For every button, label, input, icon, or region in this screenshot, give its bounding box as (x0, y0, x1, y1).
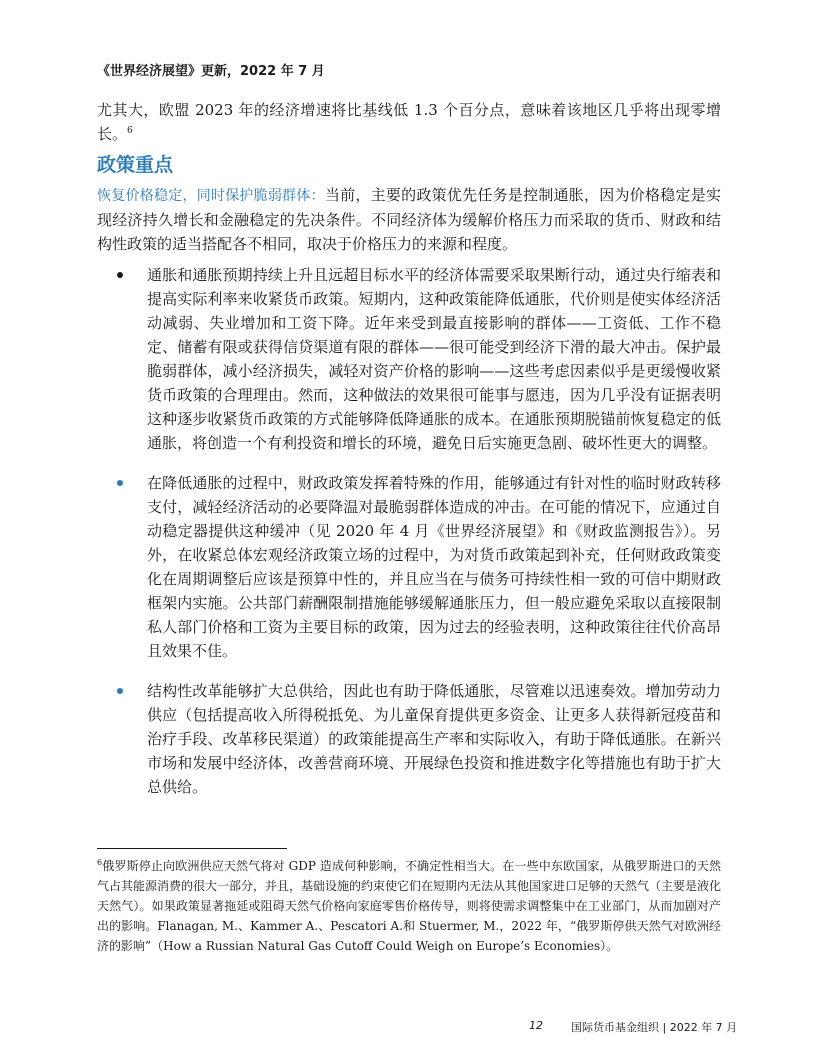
footnote-divider (97, 848, 287, 849)
lead-label: 恢复价格稳定，同时保护脆弱群体： (97, 188, 325, 204)
lead-text: 当前，主要的政策优先任务是控制通胀，因为价格稳定是实现经济持久增长和金融稳定的先决条件。不同经济体为缓解价格压力而采取的货币、财政和结构性政策的适当搭配各不相同，取决于价格压力的来源和程度。 (97, 186, 721, 253)
bullet-item-structural (97, 679, 721, 799)
footnote-reference[interactable]: 6 (127, 126, 133, 136)
footer-org-date: 国际货币基金组织 | 2022 年 7 月 (571, 1021, 738, 1034)
section-title: 政策重点 (97, 154, 174, 176)
bullet-item-fiscal (97, 471, 721, 663)
policy-bullet-list (97, 263, 721, 815)
intro-paragraph (97, 98, 721, 146)
bullet-dot-icon (117, 480, 123, 486)
lead-paragraph (97, 183, 721, 256)
bullet-text: 在降低通胀的过程中，财政政策发挥着特殊的作用，能够通过有针对性的临时财政转移支付，减轻经济活动的必要降温对最脆弱群体造成的冲击。在可能的情况下，应通过自动稳定器提供这种缓冲（见 2020 年 4 月《世界经济展望》和《财政监测报告》）。另外，在收紧总体宏观经济政策立场的过程中，为对货币政策起到补充，任何财政政策变化在周期调整后应该是预算中性的，并且应当在与债务可持续性相一致的可信中期财政框架内实施。公共部门薪酬限制措施能够缓解通胀压力，但一般应避免采取以直接限制私人部门价格和工资为主要目标的政策，因为过去的经验表明，这种政策往往代价高昂且效果不佳。 (147, 474, 721, 660)
bullet-item-monetary (97, 263, 721, 455)
intro-text: 尤其大，欧盟 2023 年的经济增速将比基线低 1.3 个百分点，意味着该地区几乎将出现零增长。 (97, 101, 721, 143)
running-head: 《世界经济展望》更新，2022 年 7 月 (97, 64, 325, 79)
page-number: 12 (529, 1019, 543, 1032)
bullet-text: 结构性改革能够扩大总供给，因此也有助于降低通胀，尽管难以迅速奏效。增加劳动力供应（包括提高收入所得税抵免、为儿童保育提供更多资金、让更多人获得新冠疫苗和治疗手段、改革移民渠道）的政策能提高生产率和实际收入，有助于降低通胀。在新兴市场和发展中经济体，改善营商环境、开展绿色投资和推进数字化等措施也有助于扩大总供给。 (147, 682, 721, 796)
footnote-mark: 6 (97, 858, 103, 867)
footnote-text: 俄罗斯停止向欧洲供应天然气将对 GDP 造成何种影响，不确定性相当大。在一些中东欧国家，从俄罗斯进口的天然气占其能源消费的很大一部分，并且，基础设施的约束使它们在短期内无法从其他国家进口足够的天然气（主要是液化天然气）。如果政策显著拖延或阻碍天然气价格向家庭零售价格传导，则将使需求调整集中在工业部门，从而加剧对产出的影响。Flanagan, M.、Kammer A.、Pescatori A.和 Stuermer, M.，2022 年，“俄罗斯停供天然气对欧洲经济的影响”（How a Russian Natural Gas Cutoff Could Weigh on Europe’s Economies）。 (97, 859, 722, 953)
bullet-text: 通胀和通胀预期持续上升且远超目标水平的经济体需要采取果断行动，通过央行缩表和提高实际利率来收紧货币政策。短期内，这种政策能降低通胀，代价则是使实体经济活动减弱、失业增加和工资下降。近年来受到最直接影响的群体——工资低、工作不稳定、储蓄有限或获得信贷渠道有限的群体——很可能受到经济下滑的最大冲击。保护最脆弱群体，减小经济损失，减轻对资产价格的影响——这些考虑因素似乎是更缓慢收紧货币政策的合理理由。然而，这种做法的效果很可能事与愿违，因为几乎没有证据表明这种逐步收紧货币政策的方式能够降低降通胀的成本。在通胀预期脱锚前恢复稳定的低通胀，将创造一个有利投资和增长的环境，避免日后实施更急剧、破坏性更大的调整。 (147, 266, 721, 452)
bullet-dot-icon (117, 688, 123, 694)
bullet-dot-icon (117, 272, 123, 278)
footnote (97, 856, 721, 956)
